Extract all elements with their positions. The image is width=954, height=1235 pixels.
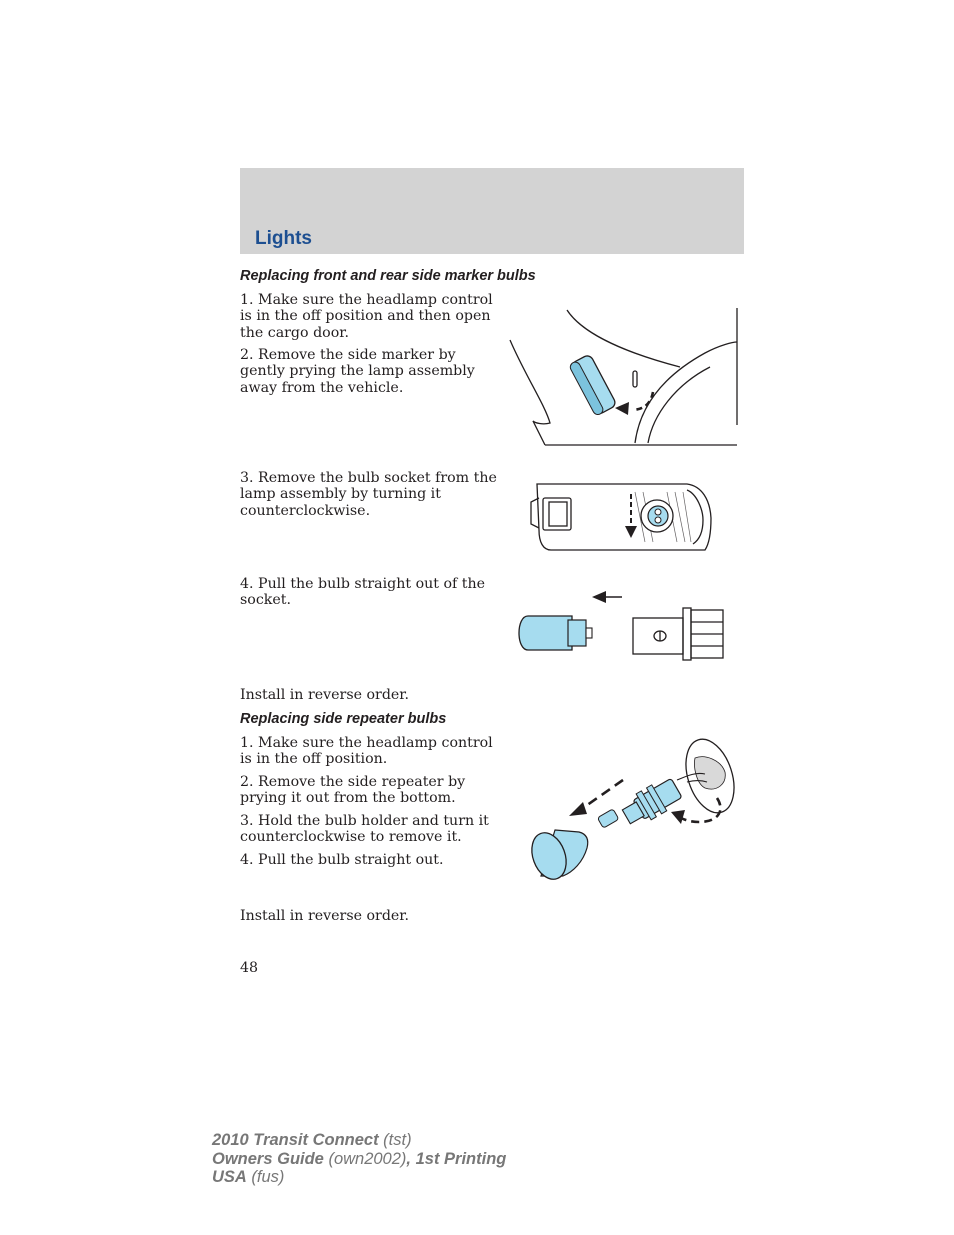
- section-title: Lights: [255, 228, 312, 249]
- step-text: 2. Remove the side repeater by prying it out from the bottom.: [240, 774, 466, 807]
- side-repeater-illustration: [527, 736, 737, 882]
- lamp-assembly-illustration: [527, 480, 717, 554]
- step-text: 3. Hold the bulb holder and turn it counterclockwise to remove it.: [240, 813, 489, 846]
- subheading-side-marker: Replacing front and rear side marker bulbs: [240, 268, 536, 284]
- footer-line-1: [212, 1131, 506, 1150]
- subheading-side-repeater: Replacing side repeater bulbs: [240, 711, 447, 727]
- footer-market: USA: [212, 1168, 247, 1186]
- install-note: Install in reverse order.: [240, 908, 410, 924]
- step-text: 4. Pull the bulb straight out of the socket.: [240, 576, 486, 609]
- page-number: 48: [240, 960, 259, 976]
- bulb-removal-illustration: [512, 586, 727, 666]
- step-text: 4. Pull the bulb straight out.: [240, 852, 444, 868]
- footer-model: 2010 Transit Connect: [212, 1131, 379, 1149]
- footer-line-3: [212, 1168, 506, 1187]
- step-text: 1. Make sure the headlamp control is in the off position and then open the cargo door.: [240, 292, 493, 341]
- footer-guide-code: (own2002): [323, 1149, 407, 1168]
- step-text: 2. Remove the side marker by gently prying the lamp assembly away from the vehicle.: [240, 347, 475, 396]
- footer-model-code: (tst): [378, 1131, 412, 1149]
- footer-market-code: (fus): [246, 1168, 285, 1186]
- footer-guide: Owners Guide: [212, 1149, 324, 1168]
- step-text: 1. Make sure the headlamp control is in the off position.: [240, 735, 493, 768]
- section-header-band: [240, 168, 744, 254]
- side-marker-removal-illustration: [505, 305, 745, 447]
- footer-line-2: [212, 1150, 506, 1169]
- install-note: Install in reverse order.: [240, 687, 410, 703]
- document-footer: [212, 1131, 506, 1187]
- footer-printing: , 1st Printing: [406, 1149, 507, 1168]
- step-text: 3. Remove the bulb socket from the lamp assembly by turning it counterclockwise.: [240, 470, 497, 519]
